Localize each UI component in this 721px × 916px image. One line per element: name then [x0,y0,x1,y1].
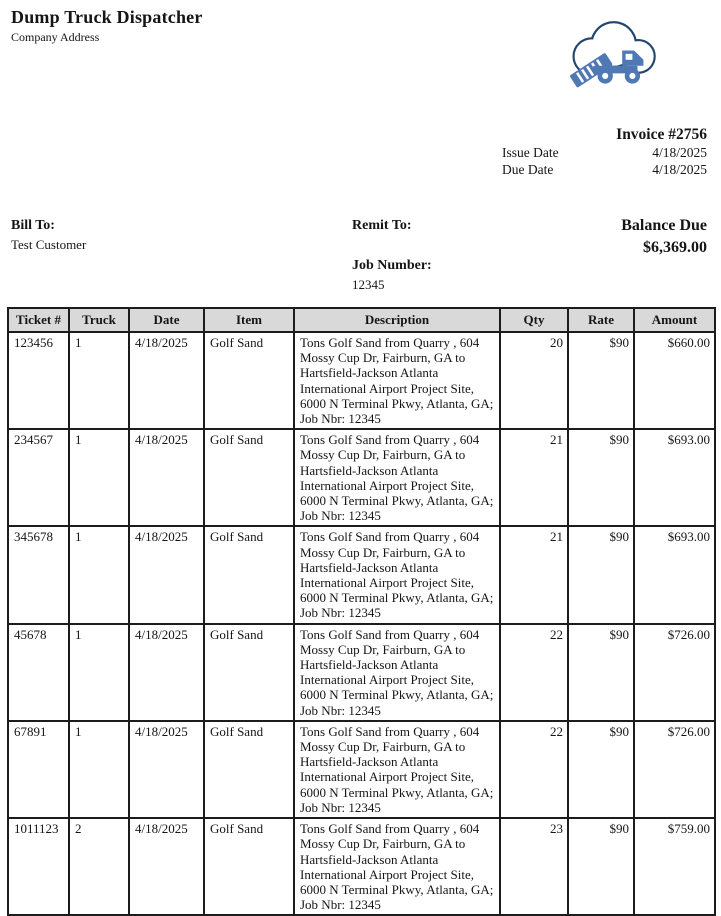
amount-cell: $693.00 [634,429,715,526]
qty-cell: 22 [500,721,568,818]
truck-cell: 2 [69,818,129,915]
ticket-cell: 123456 [8,332,69,429]
job-number-label: Job Number: [352,258,432,273]
table-row [8,721,715,818]
col-header-truck: Truck [69,308,129,332]
qty-cell: 21 [500,429,568,526]
col-header-amount: Amount [634,308,715,332]
parties-section [0,217,721,292]
table-row [8,429,715,526]
ticket-cell: 67891 [8,721,69,818]
col-header-description: Description [294,308,500,332]
ticket-cell: 234567 [8,429,69,526]
item-cell: Golf Sand [204,526,294,623]
description-cell: Tons Golf Sand from Quarry , 604 Mossy Cup Dr, Fairburn, GA to Hartsfield-Jackson Atlanta International Airport Project Site, 6000 N Terminal Pkwy, Atlanta, GA; Job Nbr: 12345 [294,526,500,623]
rate-cell: $90 [568,429,634,526]
dump-truck-cloud-icon [561,12,663,99]
amount-cell: $759.00 [634,818,715,915]
date-cell: 4/18/2025 [129,818,204,915]
item-cell: Golf Sand [204,332,294,429]
amount-cell: $660.00 [634,332,715,429]
bill-to-block [11,217,352,252]
ticket-cell: 45678 [8,624,69,721]
description-cell: Tons Golf Sand from Quarry , 604 Mossy Cup Dr, Fairburn, GA to Hartsfield-Jackson Atlanta International Airport Project Site, 6000 N Terminal Pkwy, Atlanta, GA; Job Nbr: 12345 [294,332,500,429]
rate-cell: $90 [568,332,634,429]
item-cell: Golf Sand [204,429,294,526]
col-header-ticket: Ticket # [8,308,69,332]
invoice-number: Invoice #2756 [616,126,707,143]
amount-cell: $726.00 [634,721,715,818]
rate-cell: $90 [568,624,634,721]
balance-due-amount: $6,369.00 [643,239,707,256]
table-header-row [8,308,715,332]
issue-date-row [502,145,707,161]
description-cell: Tons Golf Sand from Quarry , 604 Mossy Cup Dr, Fairburn, GA to Hartsfield-Jackson Atlanta International Airport Project Site, 6000 N Terminal Pkwy, Atlanta, GA; Job Nbr: 12345 [294,429,500,526]
description-cell: Tons Golf Sand from Quarry , 604 Mossy Cup Dr, Fairburn, GA to Hartsfield-Jackson Atlanta International Airport Project Site, 6000 N Terminal Pkwy, Atlanta, GA; Job Nbr: 12345 [294,721,500,818]
truck-cell: 1 [69,332,129,429]
date-cell: 4/18/2025 [129,624,204,721]
truck-cell: 1 [69,429,129,526]
rate-cell: $90 [568,721,634,818]
due-date-row [502,162,707,178]
truck-cell: 1 [69,526,129,623]
qty-cell: 20 [500,332,568,429]
date-cell: 4/18/2025 [129,526,204,623]
col-header-rate: Rate [568,308,634,332]
bill-to-label: Bill To: [11,218,55,233]
issue-date-value: 4/18/2025 [652,145,707,160]
company-address: Company Address [11,30,100,44]
date-cell: 4/18/2025 [129,429,204,526]
remit-to-block [352,217,542,292]
date-cell: 4/18/2025 [129,332,204,429]
truck-cell: 1 [69,624,129,721]
company-name: Dump Truck Dispatcher [11,7,203,27]
table-row [8,332,715,429]
ticket-cell: 1011123 [8,818,69,915]
remit-to-label: Remit To: [352,218,412,233]
table-row [8,818,715,915]
rate-cell: $90 [568,526,634,623]
company-block [11,7,203,45]
item-cell: Golf Sand [204,624,294,721]
qty-cell: 21 [500,526,568,623]
description-cell: Tons Golf Sand from Quarry , 604 Mossy Cup Dr, Fairburn, GA to Hartsfield-Jackson Atlanta International Airport Project Site, 6000 N Terminal Pkwy, Atlanta, GA; Job Nbr: 12345 [294,624,500,721]
ticket-cell: 345678 [8,526,69,623]
line-items-table [7,307,716,916]
amount-cell: $726.00 [634,624,715,721]
rate-cell: $90 [568,818,634,915]
table-row [8,526,715,623]
page-header [0,7,721,99]
col-header-item: Item [204,308,294,332]
due-date-label: Due Date [502,161,554,177]
col-header-date: Date [129,308,204,332]
col-header-qty: Qty [500,308,568,332]
amount-cell: $693.00 [634,526,715,623]
job-number-value: 12345 [352,277,385,292]
description-cell: Tons Golf Sand from Quarry , 604 Mossy Cup Dr, Fairburn, GA to Hartsfield-Jackson Atlanta International Airport Project Site, 6000 N Terminal Pkwy, Atlanta, GA; Job Nbr: 12345 [294,818,500,915]
qty-cell: 22 [500,624,568,721]
truck-cell: 1 [69,721,129,818]
invoice-meta [502,126,707,177]
balance-due-label: Balance Due [621,217,707,234]
item-cell: Golf Sand [204,721,294,818]
bill-to-name: Test Customer [11,237,87,252]
balance-due-block [542,217,707,257]
due-date-value: 4/18/2025 [652,161,707,177]
table-row [8,624,715,721]
issue-date-label: Issue Date [502,145,559,160]
item-cell: Golf Sand [204,818,294,915]
date-cell: 4/18/2025 [129,721,204,818]
qty-cell: 23 [500,818,568,915]
